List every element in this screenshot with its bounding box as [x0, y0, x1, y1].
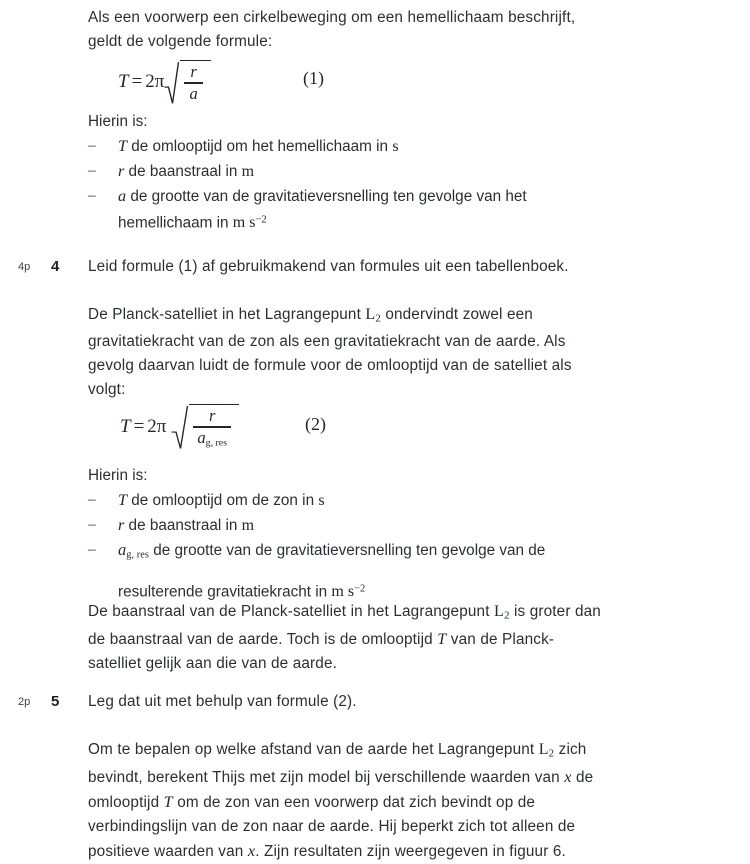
planck-line-1-part-b: ondervindt zowel een	[380, 306, 533, 323]
closing-line-5-part-a: positieve waarden van	[88, 843, 248, 861]
planck-line-1-part-a: De Planck-satelliet in het Lagrangepunt	[88, 306, 366, 323]
intro-line-1: Als een voorwerp een cirkelbeweging om een hemellichaam beschrijft,	[88, 9, 576, 26]
formula-1-equals: =	[131, 71, 143, 93]
formula-1	[118, 60, 211, 104]
planck-line-4: volgt:	[88, 381, 126, 399]
legend-2-heading: Hierin is:	[88, 467, 148, 484]
question-4-number: 4	[51, 258, 60, 275]
legend-2-item-r	[88, 513, 720, 538]
closing-line-3	[88, 790, 720, 815]
formula-2-denominator: $a_{g, res}$	[197, 427, 228, 449]
dash-icon: –	[88, 541, 96, 558]
question-4-score: 4p	[18, 261, 31, 273]
legend-1-heading: Hierin is:	[88, 113, 148, 130]
dash-icon: –	[88, 187, 96, 204]
period-symbol-T: T	[437, 630, 447, 649]
legend-1-text-T: de omlooptijd om het hemellichaam in	[127, 138, 393, 155]
question-5-text: Leg dat uit met behulp van formule (2).	[88, 693, 357, 710]
baanstraal-line-1-part-b: is groter dan	[509, 603, 601, 620]
closing-line-2	[88, 765, 720, 790]
radical-sign-icon	[164, 60, 180, 104]
legend-1-item-r	[88, 159, 720, 184]
radical-sign-icon	[171, 404, 189, 449]
baanstraal-paragraph	[88, 600, 720, 676]
closing-line-1	[88, 738, 720, 765]
legend-2-text-a: de grootte van de gravitatieversnelling ten gevolge van de	[149, 542, 546, 559]
legend-list-1	[88, 110, 720, 235]
formula-2-numerator: r	[209, 406, 216, 425]
formula-2	[120, 404, 239, 449]
dash-icon: –	[88, 162, 96, 179]
closing-line-2-part-b: de	[571, 769, 594, 787]
legend-1-symbol-r: r	[118, 162, 125, 180]
closing-line-5	[88, 839, 720, 864]
legend-1-unit-a: m $s^{-2}$	[232, 214, 267, 232]
intro-line-2: geldt de volgende formule:	[88, 33, 273, 50]
formula-1-radicand	[180, 60, 210, 104]
lagrange-point-symbol: $L_2$	[538, 741, 555, 760]
question-4-text: Leid formule (1) af gebruikmakend van formules uit een tabellenboek.	[88, 258, 569, 275]
legend-2-text-T: de omlooptijd om de zon in	[127, 492, 319, 509]
baanstraal-line-3: satelliet gelijk aan die van de aarde.	[88, 655, 338, 673]
legend-1-symbol-T: T	[118, 137, 128, 155]
formula-2-number: (2)	[305, 414, 326, 434]
formula-2-fraction	[193, 406, 231, 449]
legend-2-cont-text-a: resulterende gravitatiekracht in	[118, 583, 332, 601]
question-5-number: 5	[51, 693, 60, 710]
legend-1-symbol-a: a	[118, 187, 127, 205]
legend-1-text-r: de baanstraal in	[124, 163, 242, 180]
closing-line-2-part-a: bevindt, berekent Thijs met zijn model bij verschillende waarden van	[88, 769, 565, 787]
planck-line-2: gravitatiekracht van de zon als een gravitatiekracht van de aarde. Als	[88, 333, 566, 351]
legend-1-unit-r: m	[241, 163, 255, 180]
legend-2-item-a-g-res	[88, 538, 720, 604]
formula-2-radicand	[189, 404, 239, 449]
legend-1-item-T	[88, 134, 720, 159]
dash-icon: –	[88, 516, 96, 533]
legend-2-text-r: de baanstraal in	[124, 517, 242, 534]
legend-2-symbol-T: T	[118, 491, 128, 509]
legend-2-item-T	[88, 488, 720, 513]
formula-1-fraction	[184, 62, 202, 104]
baanstraal-line-2-part-a: de baanstraal van de aarde. Toch is de omlooptijd	[88, 631, 438, 649]
period-symbol-T: T	[163, 793, 173, 812]
formula-2-radical	[171, 404, 239, 449]
legend-2-unit-exp-a: −2	[354, 583, 366, 595]
variable-x-symbol: x	[564, 768, 572, 787]
formula-2-coefficient: 2π	[147, 415, 167, 437]
legend-2-unit-r: m	[241, 517, 255, 534]
legend-2-unit-a: m $s^{-2}$	[331, 583, 366, 601]
baanstraal-line-2-part-b: van de Planck-	[446, 631, 555, 649]
legend-1-unit-exp-a: −2	[255, 215, 267, 226]
lagrange-point-symbol: $L_2$	[365, 306, 381, 325]
legend-2-symbol-r: r	[118, 516, 125, 534]
question-5-score: 2p	[18, 696, 31, 708]
closing-line-4: verbindingslijn van de zon naar de aarde. Hij beperkt zich tot alleen de	[88, 818, 576, 836]
legend-2-symbol-a-g-res: $a_{g, res}$	[118, 540, 149, 561]
closing-paragraph	[88, 738, 720, 864]
legend-1-item-a	[88, 184, 720, 235]
formula-1-coefficient: 2π	[145, 71, 165, 93]
formula-1-lhs: T	[118, 71, 129, 93]
closing-line-3-part-a: omlooptijd	[88, 794, 164, 812]
planck-line-3: gevolg daarvan luidt de formule voor de omlooptijd van de satelliet als	[88, 357, 572, 375]
legend-1-unit-T: s	[392, 138, 399, 155]
legend-1-cont-text-a: hemellichaam in	[118, 214, 233, 232]
formula-1-denominator: a	[189, 83, 198, 103]
closing-line-3-part-b: om de zon van een voorwerp dat zich bevindt op de	[172, 794, 536, 812]
legend-1-item-a-continuation	[118, 209, 720, 235]
formula-2-denominator-subscript: g, res	[205, 437, 228, 449]
formula-1-numerator: r	[190, 62, 197, 81]
baanstraal-line-1	[88, 600, 720, 627]
variable-x-symbol: x	[247, 842, 256, 861]
baanstraal-line-1-part-a: De baanstraal van de Planck-satelliet in het Lagrangepunt	[88, 603, 495, 620]
planck-paragraph	[88, 303, 720, 402]
formula-2-lhs: T	[120, 415, 131, 437]
formula-2-equals: =	[133, 415, 145, 437]
legend-2-unit-T: s	[318, 492, 325, 509]
baanstraal-line-2	[88, 627, 720, 652]
intro-paragraph	[88, 6, 720, 54]
formula-1-radical	[164, 60, 210, 104]
dash-icon: –	[88, 137, 96, 154]
closing-line-1-part-a: Om te bepalen op welke afstand van de aarde het Lagrangepunt	[88, 741, 539, 758]
formula-1-number: (1)	[303, 68, 324, 88]
planck-line-1	[88, 303, 720, 330]
closing-line-1-part-b: zich	[554, 741, 587, 758]
closing-line-5-part-b: . Zijn resultaten zijn weergegeven in figuur 6.	[255, 843, 566, 861]
dash-icon: –	[88, 491, 96, 508]
lagrange-point-symbol: $L_2$	[494, 603, 510, 622]
legend-list-2	[88, 464, 720, 604]
legend-1-text-a: de grootte van de gravitatieversnelling ten gevolge van het	[126, 188, 527, 205]
